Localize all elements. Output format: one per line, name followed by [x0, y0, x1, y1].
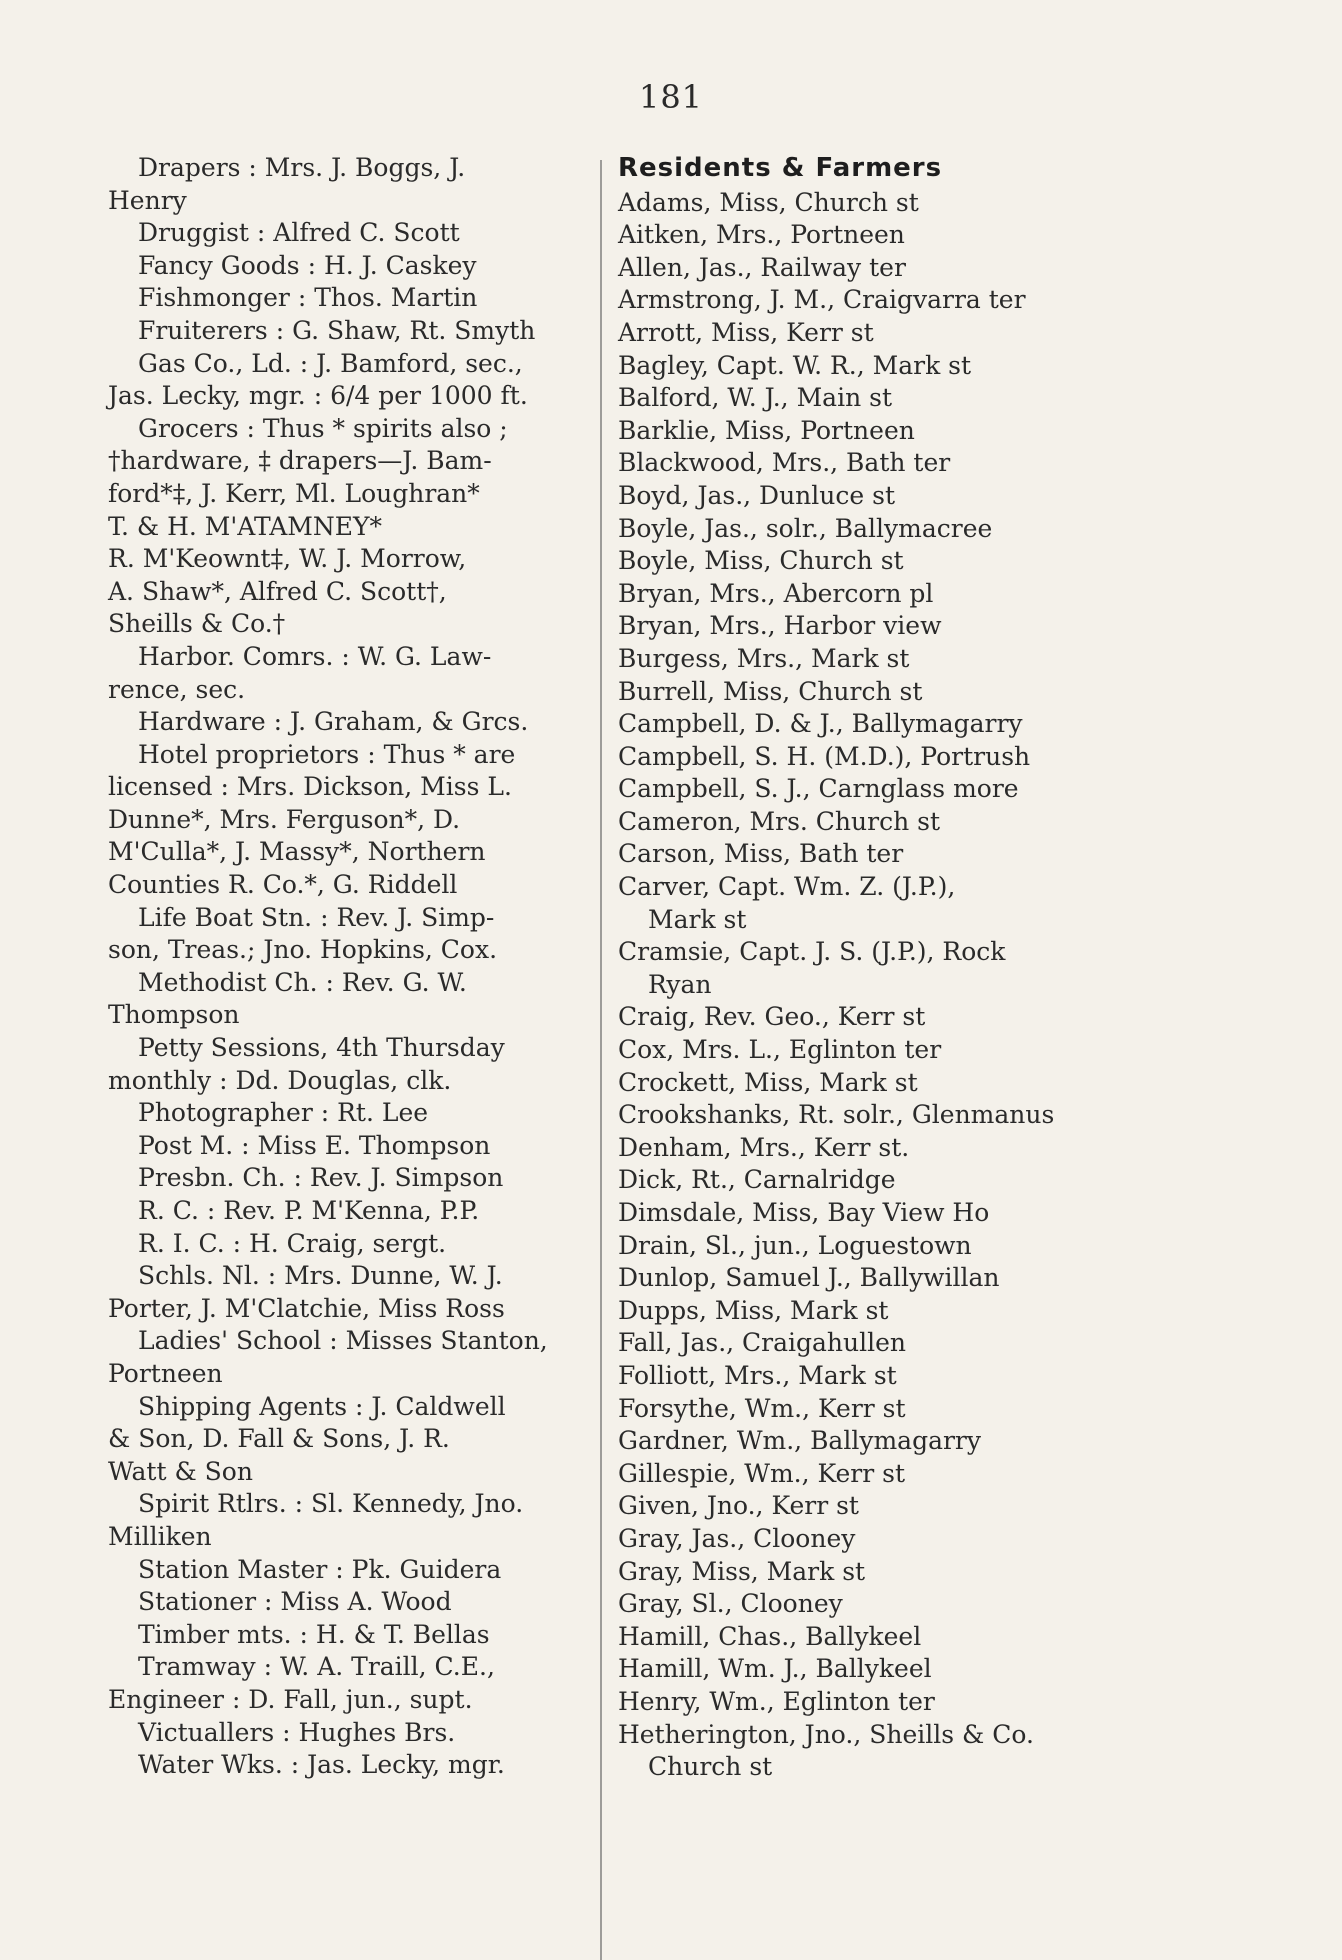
entry-line: Ryan: [648, 969, 712, 999]
directory-entry: [618, 1523, 1098, 1556]
entry-line: Hotel proprietors : Thus * are: [138, 739, 516, 769]
directory-entry: [618, 838, 1098, 871]
entry-line: Counties R. Co.*, G. Riddell: [108, 870, 458, 900]
entry-line: Cameron, Mrs. Church st: [618, 806, 941, 836]
entry-line: Hamill, Wm. J., Ballykeel: [618, 1654, 932, 1684]
trades-column: [108, 152, 588, 1782]
entry-line: Drapers : Mrs. J. Boggs, J.: [138, 153, 466, 182]
entry-line: Campbell, D. & J., Ballymagarry: [618, 709, 1023, 739]
directory-entry: [618, 545, 1098, 578]
directory-entry: [108, 706, 588, 739]
entry-line: Porter, J. M'Clatchie, Miss Ross: [108, 1293, 505, 1323]
entry-line: Sheills & Co.†: [108, 609, 286, 639]
entry-line: Watt & Son: [108, 1456, 253, 1486]
directory-entry: [618, 1132, 1098, 1165]
entry-line: Gray, Miss, Mark st: [618, 1556, 866, 1586]
entry-line: & Son, D. Fall & Sons, J. R.: [108, 1424, 450, 1454]
directory-entry: [108, 1749, 588, 1782]
entry-line: Fancy Goods : H. J. Caskey: [138, 250, 477, 280]
entry-line: T. & H. M'ATAMNEY*: [108, 511, 383, 541]
entry-line: Fishmonger : Thos. Martin: [138, 283, 478, 313]
entry-line: R. C. : Rev. P. M'Kenna, P.P.: [138, 1196, 480, 1225]
entry-line: Henry, Wm., Eglinton ter: [618, 1686, 935, 1716]
entry-line: Bryan, Mrs., Abercorn pl: [618, 578, 934, 608]
directory-entry: [108, 1619, 588, 1652]
entry-line: Aitken, Mrs., Portneen: [618, 220, 905, 250]
entry-line: Shipping Agents : J. Caldwell: [138, 1391, 506, 1421]
directory-entry: [618, 382, 1098, 415]
directory-entry: [108, 1162, 588, 1195]
entry-line: Forsythe, Wm., Kerr st: [618, 1393, 906, 1423]
directory-entry: [618, 936, 1098, 1001]
entry-line: Gardner, Wm., Ballymagarry: [618, 1426, 982, 1456]
directory-entry: [618, 676, 1098, 709]
entry-line: Post M. : Miss E. Thompson: [138, 1130, 491, 1160]
entry-line: licensed : Mrs. Dickson, Miss L.: [108, 772, 512, 802]
directory-entry: [618, 317, 1098, 350]
residents-column: [618, 152, 1098, 1784]
entry-line: Campbell, S. H. (M.D.), Portrush: [618, 741, 1031, 771]
directory-entry: [618, 773, 1098, 806]
entry-line: Dupps, Miss, Mark st: [618, 1295, 889, 1325]
entry-line: Photographer : Rt. Lee: [138, 1098, 429, 1128]
entry-line: Jas. Lecky, mgr. : 6/4 per 1000 ft.: [108, 381, 528, 411]
entry-line: R. I. C. : H. Craig, sergt.: [138, 1228, 447, 1258]
directory-entry: [108, 1391, 588, 1489]
directory-entry: [618, 741, 1098, 774]
entry-line: Drain, Sl., jun., Loguestown: [618, 1230, 972, 1260]
entry-line: †hardware, ‡ drapers—J. Bam-: [108, 446, 492, 476]
directory-entry: [618, 1686, 1098, 1719]
entry-line: Stationer : Miss A. Wood: [138, 1587, 452, 1617]
entry-line: monthly : Dd. Douglas, clk.: [108, 1065, 452, 1095]
directory-entry: [618, 415, 1098, 448]
directory-entry: [618, 447, 1098, 480]
entry-line: Fruiterers : G. Shaw, Rt. Smyth: [138, 315, 536, 345]
entry-line: Dunne*, Mrs. Ferguson*, D.: [108, 804, 461, 834]
directory-entry: [618, 1067, 1098, 1100]
entry-line: Bagley, Capt. W. R., Mark st: [618, 350, 972, 380]
entry-line: Burgess, Mrs., Mark st: [618, 643, 910, 673]
entry-line: Portneen: [108, 1358, 223, 1388]
entry-line: A. Shaw*, Alfred C. Scott†,: [108, 576, 447, 606]
entry-line: ford*‡, J. Kerr, Ml. Loughran*: [108, 478, 480, 508]
entry-line: Cox, Mrs. L., Eglinton ter: [618, 1035, 942, 1065]
entry-line: Station Master : Pk. Guidera: [138, 1554, 502, 1584]
directory-entry: [618, 1360, 1098, 1393]
directory-entry: [618, 1556, 1098, 1589]
entry-line: Life Boat Stn. : Rev. J. Simp-: [138, 902, 495, 932]
directory-entry: [618, 1458, 1098, 1491]
directory-entry: [108, 217, 588, 250]
entry-line: Church st: [648, 1752, 773, 1782]
entry-line: Arrott, Miss, Kerr st: [618, 317, 874, 347]
entry-line: Methodist Ch. : Rev. G. W.: [138, 967, 467, 997]
entry-line: Engineer : D. Fall, jun., supt.: [108, 1684, 473, 1714]
directory-entry: [618, 1197, 1098, 1230]
directory-entry: [618, 1621, 1098, 1654]
entry-line: Timber mts. : H. & T. Bellas: [138, 1619, 490, 1649]
directory-entry: [618, 1588, 1098, 1621]
section-heading: Residents & Farmers: [618, 153, 943, 183]
entry-line: Grocers : Thus * spirits also ;: [138, 413, 508, 443]
entry-line: Blackwood, Mrs., Bath ter: [618, 448, 951, 478]
directory-entry: [618, 480, 1098, 513]
directory-entry: [108, 1651, 588, 1716]
directory-entry: [618, 1262, 1098, 1295]
entry-line: Spirit Rtlrs. : Sl. Kennedy, Jno.: [138, 1489, 524, 1519]
entry-line: Gray, Jas., Clooney: [618, 1523, 856, 1553]
entry-line: Gas Co., Ld. : J. Bamford, sec.,: [138, 348, 523, 378]
entry-line: Folliott, Mrs., Mark st: [618, 1360, 897, 1390]
entry-line: Boyle, Jas., solr., Ballymacree: [618, 513, 993, 543]
directory-entry: [108, 1032, 588, 1097]
directory-entry: [618, 513, 1098, 546]
directory-entry: [108, 1195, 588, 1228]
directory-entry: [618, 1393, 1098, 1426]
directory-entry: [618, 1490, 1098, 1523]
directory-entry: [618, 708, 1098, 741]
directory-entry: [108, 641, 588, 706]
entry-line: Druggist : Alfred C. Scott: [138, 218, 460, 248]
entry-line: Given, Jno., Kerr st: [618, 1491, 859, 1521]
entry-line: Crockett, Miss, Mark st: [618, 1067, 918, 1097]
directory-entry: [108, 1586, 588, 1619]
entry-line: Ladies' School : Misses Stanton,: [138, 1326, 548, 1356]
entry-line: Schls. Nl. : Mrs. Dunne, W. J.: [138, 1261, 503, 1291]
column-divider: [600, 160, 602, 1960]
entry-line: Gillespie, Wm., Kerr st: [618, 1458, 906, 1488]
directory-entry: [618, 187, 1098, 220]
directory-entry: [108, 1325, 588, 1390]
directory-entry: [618, 1719, 1098, 1784]
entry-line: Hardware : J. Graham, & Grcs.: [138, 707, 529, 737]
entry-line: Mark st: [648, 904, 747, 934]
directory-entry: [108, 348, 588, 413]
directory-entry: [618, 1164, 1098, 1197]
directory-entry: [108, 1717, 588, 1750]
entry-line: Craig, Rev. Geo., Kerr st: [618, 1002, 926, 1032]
entry-line: Carson, Miss, Bath ter: [618, 839, 904, 869]
directory-entry: [618, 1425, 1098, 1458]
entry-line: Tramway : W. A. Traill, C.E.,: [138, 1652, 495, 1682]
directory-entry: [618, 1295, 1098, 1328]
entry-line: son, Treas.; Jno. Hopkins, Cox.: [108, 935, 498, 965]
directory-entry: [618, 610, 1098, 643]
entry-line: Henry: [108, 185, 187, 215]
entry-line: Adams, Miss, Church st: [618, 187, 919, 217]
directory-entry: [108, 739, 588, 902]
entry-line: Dick, Rt., Carnalridge: [618, 1165, 896, 1195]
entry-line: Fall, Jas., Craigahullen: [618, 1328, 907, 1358]
entry-line: Petty Sessions, 4th Thursday: [138, 1033, 505, 1063]
directory-entry: [108, 902, 588, 967]
page-number: 181: [638, 78, 704, 116]
entry-line: Water Wks. : Jas. Lecky, mgr.: [138, 1750, 505, 1780]
directory-entry: [108, 1130, 588, 1163]
directory-entry: [108, 1260, 588, 1325]
entry-line: Milliken: [108, 1521, 212, 1551]
entry-line: Balford, W. J., Main st: [618, 383, 892, 413]
entry-line: Hamill, Chas., Ballykeel: [618, 1621, 922, 1651]
entry-line: Presbn. Ch. : Rev. J. Simpson: [138, 1163, 504, 1193]
directory-entry: [108, 1554, 588, 1587]
entry-line: Bryan, Mrs., Harbor view: [618, 611, 942, 641]
directory-entry: [108, 1097, 588, 1130]
directory-entry: [618, 806, 1098, 839]
directory-entry: [618, 1230, 1098, 1263]
directory-entry: [618, 284, 1098, 317]
directory-entry: [618, 1034, 1098, 1067]
directory-entry: [108, 315, 588, 348]
directory-entry: [618, 1327, 1098, 1360]
entry-line: Burrell, Miss, Church st: [618, 676, 923, 706]
directory-entry: [618, 643, 1098, 676]
entry-line: Hetherington, Jno., Sheills & Co.: [618, 1719, 1034, 1749]
directory-entry: [618, 578, 1098, 611]
directory-entry: [618, 219, 1098, 252]
directory-entry: [618, 252, 1098, 285]
entry-line: Armstrong, J. M., Craigvarra ter: [618, 285, 1026, 315]
entry-line: Cramsie, Capt. J. S. (J.P.), Rock: [618, 937, 1006, 967]
entry-line: Boyle, Miss, Church st: [618, 546, 904, 576]
entry-line: Campbell, S. J., Carnglass more: [618, 774, 1019, 804]
entry-line: Dunlop, Samuel J., Ballywillan: [618, 1263, 1000, 1293]
directory-entry: [108, 282, 588, 315]
entry-line: rence, sec.: [108, 674, 246, 704]
directory-entry: [618, 1653, 1098, 1686]
entry-line: Denham, Mrs., Kerr st.: [618, 1132, 910, 1162]
entry-line: R. M'Keownt‡, W. J. Morrow,: [108, 544, 467, 574]
directory-entry: [108, 250, 588, 283]
entry-line: Barklie, Miss, Portneen: [618, 415, 915, 445]
directory-entry: [618, 350, 1098, 383]
entry-line: Carver, Capt. Wm. Z. (J.P.),: [618, 872, 956, 902]
entry-line: M'Culla*, J. Massy*, Northern: [108, 837, 486, 867]
directory-entry: [108, 1228, 588, 1261]
entry-line: Harbor. Comrs. : W. G. Law-: [138, 641, 492, 671]
entry-line: Crookshanks, Rt. solr., Glenmanus: [618, 1100, 1055, 1130]
directory-entry: [108, 1488, 588, 1553]
directory-entry: [618, 1001, 1098, 1034]
entry-line: Victuallers : Hughes Brs.: [138, 1717, 456, 1747]
entry-line: Thompson: [108, 1000, 240, 1030]
directory-entry: [108, 152, 588, 217]
directory-entry: [618, 871, 1098, 936]
entry-line: Gray, Sl., Clooney: [618, 1589, 843, 1619]
entry-line: Boyd, Jas., Dunluce st: [618, 480, 896, 510]
directory-entry: [108, 413, 588, 641]
entry-line: Dimsdale, Miss, Bay View Ho: [618, 1198, 990, 1227]
directory-entry: [618, 1099, 1098, 1132]
entry-line: Allen, Jas., Railway ter: [618, 252, 906, 282]
directory-entry: [108, 967, 588, 1032]
